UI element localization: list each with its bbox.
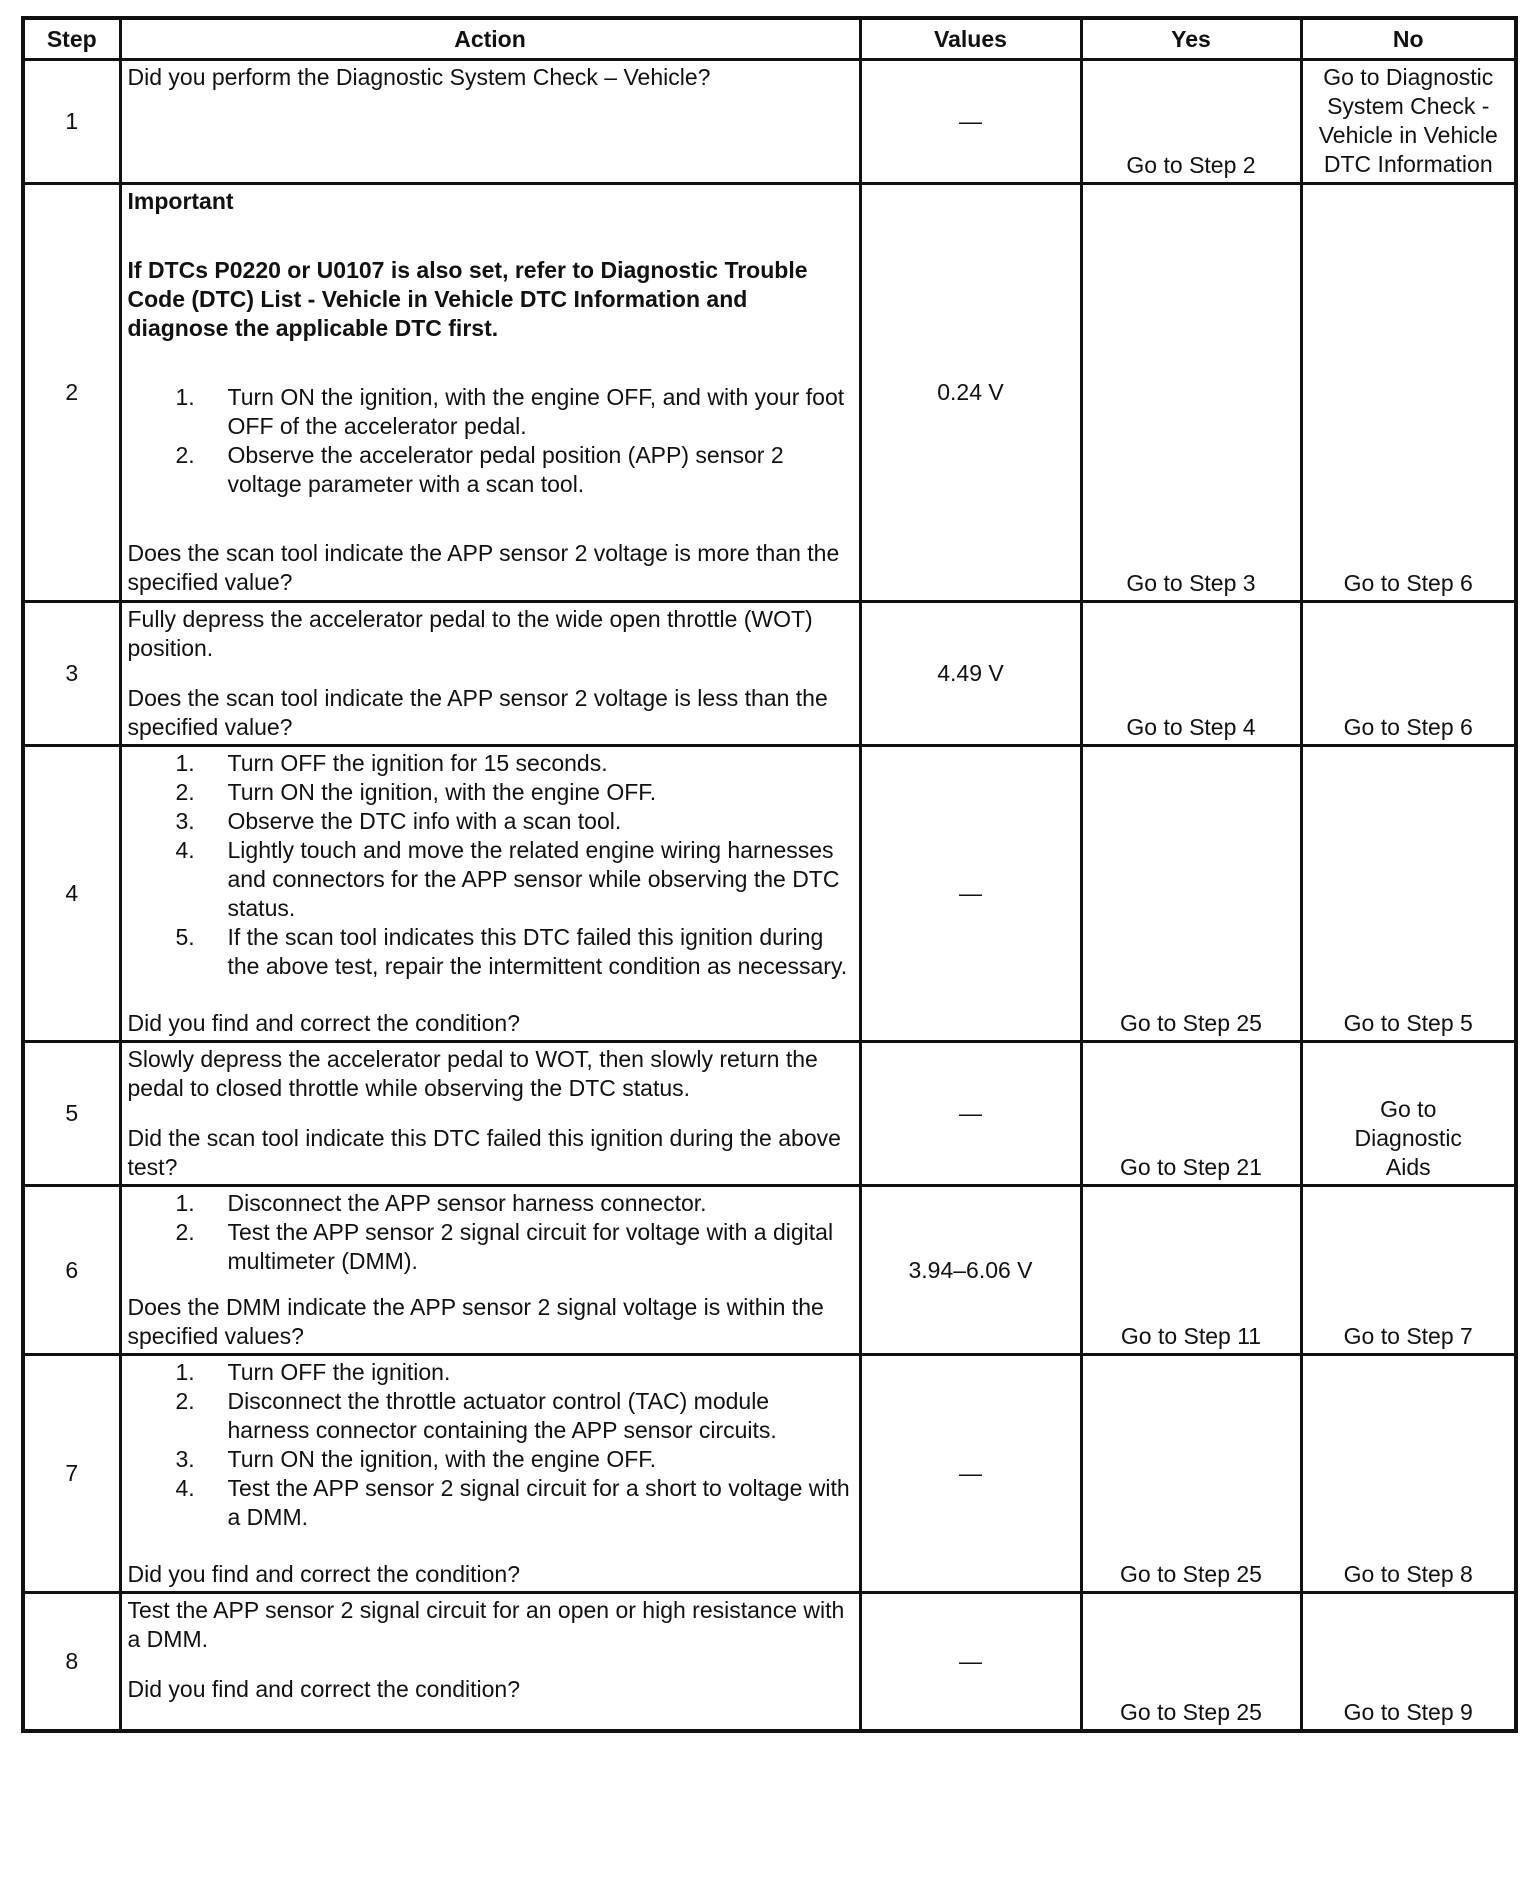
list-number: 2. [175, 1388, 195, 1414]
no-answer: Go to Step 9 [1343, 1698, 1473, 1725]
list-item [128, 1474, 853, 1532]
yes-cell [1081, 746, 1301, 1042]
spacer [128, 343, 853, 383]
yes-cell [1081, 60, 1301, 184]
list-text: Observe the DTC info with a scan tool. [227, 808, 622, 834]
list-text: Turn OFF the ignition. [227, 1359, 451, 1385]
action-intro: Slowly depress the accelerator pedal to WOT, then slowly return the pedal to closed throttle while observing the DTC status. [127, 1046, 818, 1101]
procedure-list [128, 1189, 853, 1276]
yes-answer: Go to Step 2 [1126, 152, 1256, 178]
list-number: 1. [175, 1190, 195, 1216]
list-text: If the scan tool indicates this DTC failed this ignition during the above test, repair the intermittent condition as necessary. [227, 924, 848, 979]
step-number: 6 [23, 1186, 120, 1355]
header-step: Step [23, 18, 120, 60]
list-number: 3. [175, 1446, 195, 1472]
list-text: Test the APP sensor 2 signal circuit for a short to voltage with a DMM. [227, 1475, 850, 1530]
table-row [23, 184, 1516, 602]
spacer [128, 1532, 853, 1560]
action-cell [120, 184, 860, 602]
yes-cell [1081, 1355, 1301, 1593]
no-answer: Go to Step 6 [1343, 570, 1473, 596]
yes-answer: Go to Step 25 [1120, 1698, 1262, 1725]
value-cell: — [860, 1593, 1081, 1731]
no-answer: Go to Diagnostic System Check - Vehicle in Vehicle DTC Information [1318, 64, 1498, 177]
no-cell [1301, 746, 1516, 1042]
yes-answer: Go to Step 3 [1126, 570, 1256, 596]
value-cell: 4.49 V [860, 602, 1081, 746]
step-number: 4 [23, 746, 120, 1042]
list-item [128, 836, 853, 923]
list-number: 5. [175, 924, 195, 950]
header-no: No [1301, 18, 1516, 60]
action-question: Did you find and correct the condition? [127, 1010, 521, 1036]
list-item [128, 923, 853, 981]
list-text: Disconnect the APP sensor harness connector. [227, 1190, 707, 1216]
table-row [23, 1355, 1516, 1593]
diagnostic-table [21, 16, 1518, 1733]
yes-answer: Go to Step 4 [1126, 714, 1256, 740]
step-number: 7 [23, 1355, 120, 1593]
header-action: Action [120, 18, 860, 60]
list-item [128, 749, 853, 778]
spacer [128, 663, 853, 684]
spacer [128, 1276, 853, 1293]
value-cell: 3.94–6.06 V [860, 1186, 1081, 1355]
no-answer: Go to Step 7 [1343, 1323, 1473, 1349]
value-cell: — [860, 746, 1081, 1042]
no-cell [1301, 602, 1516, 746]
list-text: Turn OFF the ignition for 15 seconds. [227, 750, 608, 776]
spacer [128, 1103, 853, 1124]
header-yes: Yes [1081, 18, 1301, 60]
step-number: 1 [23, 60, 120, 184]
action-cell [120, 1593, 860, 1731]
list-text: Disconnect the throttle actuator control (TAC) module harness connector containing the APP sensor circuits. [227, 1388, 777, 1443]
no-answer: Go to Step 6 [1343, 714, 1473, 740]
value-cell: 0.24 V [860, 184, 1081, 602]
header-row [23, 18, 1516, 60]
value-cell: — [860, 1355, 1081, 1593]
action-intro: Did you perform the Diagnostic System Check – Vehicle? [127, 64, 711, 90]
table-row [23, 1186, 1516, 1355]
header-values: Values [860, 18, 1081, 60]
list-text: Turn ON the ignition, with the engine OFF. [227, 1446, 657, 1472]
no-answer: Go to Step 8 [1343, 1561, 1473, 1587]
action-question: Does the DMM indicate the APP sensor 2 signal voltage is within the specified values? [127, 1294, 824, 1349]
list-text: Turn ON the ignition, with the engine OFF. [227, 779, 657, 805]
table-row [23, 746, 1516, 1042]
yes-cell [1081, 1042, 1301, 1186]
list-item [128, 1189, 853, 1218]
action-question: Did you find and correct the condition? [127, 1561, 521, 1587]
table-row [23, 60, 1516, 184]
list-number: 1. [175, 1359, 195, 1385]
yes-answer: Go to Step 21 [1120, 1154, 1262, 1180]
action-question: Does the scan tool indicate the APP sensor 2 voltage is less than the specified value? [127, 685, 828, 740]
list-item [128, 1387, 853, 1445]
list-number: 2. [175, 442, 195, 468]
step-number: 5 [23, 1042, 120, 1186]
action-question: Does the scan tool indicate the APP sensor 2 voltage is more than the specified value? [127, 540, 840, 595]
list-item [128, 807, 853, 836]
yes-cell [1081, 184, 1301, 602]
list-text: Test the APP sensor 2 signal circuit for voltage with a digital multimeter (DMM). [227, 1219, 834, 1274]
action-cell [120, 60, 860, 184]
no-cell [1301, 184, 1516, 602]
yes-cell [1081, 1593, 1301, 1731]
table-row [23, 602, 1516, 746]
list-item [128, 1445, 853, 1474]
action-cell [120, 1355, 860, 1593]
important-title: Important [127, 188, 234, 214]
list-item [128, 441, 853, 499]
no-answer: Go to Diagnostic Aids [1354, 1096, 1462, 1180]
no-cell [1301, 1042, 1516, 1186]
action-question: Did you find and correct the condition? [127, 1676, 521, 1702]
yes-answer: Go to Step 25 [1120, 1010, 1262, 1036]
action-intro: Test the APP sensor 2 signal circuit for an open or high resistance with a DMM. [127, 1597, 845, 1652]
step-number: 8 [23, 1593, 120, 1731]
value-cell: — [860, 1042, 1081, 1186]
list-item [128, 1218, 853, 1276]
list-number: 3. [175, 808, 195, 834]
step-number: 2 [23, 184, 120, 602]
list-number: 2. [175, 779, 195, 805]
list-text: Lightly touch and move the related engine wiring harnesses and connectors for the APP sensor while observing the DTC status. [227, 837, 840, 921]
important-text: If DTCs P0220 or U0107 is also set, refer to Diagnostic Trouble Code (DTC) List - Vehicle in Vehicle DTC Information and diagnose the applicable DTC first. [127, 257, 808, 341]
list-number: 1. [175, 750, 195, 776]
spacer [128, 981, 853, 1009]
yes-cell [1081, 1186, 1301, 1355]
no-answer: Go to Step 5 [1343, 1010, 1473, 1036]
table-row [23, 1042, 1516, 1186]
value-cell: — [860, 60, 1081, 184]
spacer [128, 216, 853, 256]
action-cell [120, 746, 860, 1042]
list-text: Turn ON the ignition, with the engine OFF, and with your foot OFF of the accelerator pedal. [227, 384, 845, 439]
list-number: 2. [175, 1219, 195, 1245]
list-item [128, 1358, 853, 1387]
yes-answer: Go to Step 25 [1120, 1561, 1262, 1587]
list-item [128, 383, 853, 441]
no-cell [1301, 1355, 1516, 1593]
procedure-list [128, 1358, 853, 1532]
no-cell [1301, 60, 1516, 184]
table-row [23, 1593, 1516, 1731]
action-cell [120, 602, 860, 746]
step-number: 3 [23, 602, 120, 746]
list-number: 4. [175, 837, 195, 863]
procedure-list [128, 749, 853, 981]
action-question: Did the scan tool indicate this DTC failed this ignition during the above test? [127, 1125, 841, 1180]
spacer [128, 499, 853, 539]
no-cell [1301, 1593, 1516, 1731]
list-number: 4. [175, 1475, 195, 1501]
action-cell [120, 1042, 860, 1186]
list-item [128, 778, 853, 807]
no-cell [1301, 1186, 1516, 1355]
yes-answer: Go to Step 11 [1120, 1323, 1262, 1349]
procedure-list [128, 383, 853, 499]
action-intro: Fully depress the accelerator pedal to the wide open throttle (WOT) position. [127, 606, 813, 661]
yes-cell [1081, 602, 1301, 746]
list-number: 1. [175, 384, 195, 410]
action-cell [120, 1186, 860, 1355]
list-text: Observe the accelerator pedal position (APP) sensor 2 voltage parameter with a scan tool. [227, 442, 784, 497]
spacer [128, 1654, 853, 1675]
